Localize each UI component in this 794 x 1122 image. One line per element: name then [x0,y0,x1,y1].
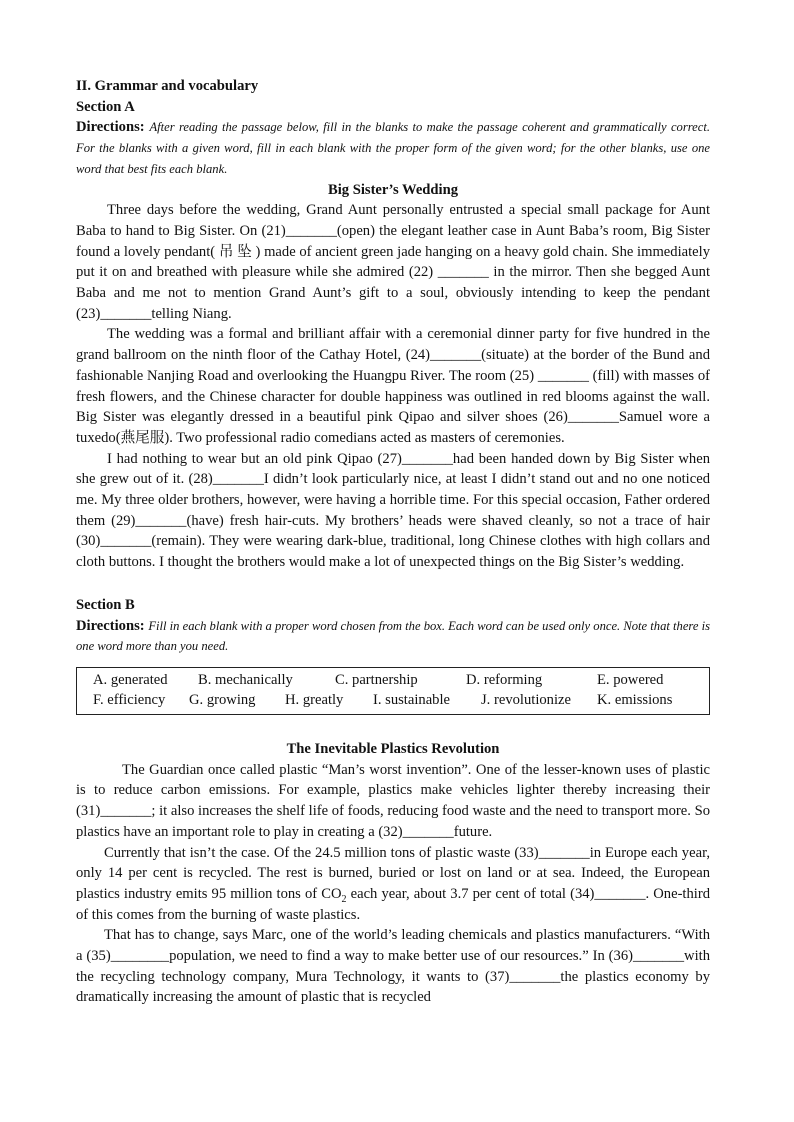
paragraph-text: Currently that isn’t the case. Of the 24.5 million tons of plastic waste (33)_______in Europe each year, only 14 per cent is recycled. The rest is burned, buried or lost on land or at sea. Indeed, the European plastics industry emits 95 million tons of CO [76,844,710,902]
word-box-row [93,670,709,691]
word-option: G. growing [189,692,256,709]
word-box-row [93,690,709,711]
passage-a-title: Big Sister’s Wedding [327,181,458,198]
word-option: B. mechanically [198,671,293,688]
directions-text: Fill in each blank with a proper word chosen from the box. Each word can be used only once. Note that there is one word more than you need. [76,618,711,654]
word-option: F. efficiency [93,692,166,709]
passage-b-paragraph: That has to change, says Marc, one of the world’s leading chemicals and plastics manufacturers. “With a (35)________population, we need to find a way to make better use of our resources.” In (36)_______with the recycling technology company, Mura Technology, it wants to (37)_______the plastics economy by dramatically increasing the amount of plastic that is recycled [76,927,710,1006]
directions-label: Directions: [76,617,145,634]
section-a-heading: Section A [76,98,135,115]
passage-b-title: The Inevitable Plastics Revolution [286,740,500,757]
word-option: H. greatly [285,692,344,709]
passage-b-paragraph [76,843,710,926]
word-option: K. emissions [597,692,673,709]
directions-text: After reading the passage below, fill in the blanks to make the passage coherent and grammatically correct. For the blanks with a given word, fill in each blank with the proper form of the given word; for the other blanks, use one word that best fits each blank. [76,120,711,176]
worksheet-page [76,76,710,1008]
passage-a-paragraph: The wedding was a formal and brilliant affair with a ceremonial dinner party for five hundred in the grand ballroom on the ninth floor of the Cathay Hotel, (24)_______(situate) at the border of the Bund and fashionable Nanjing Road and overlooking the Huangpu River. The room (25) _______ (fill) with masses of fresh flowers, and the Chinese character for double happiness was outlined in red blooms against the wall. Big Sister was elegantly dressed in a beautiful pink Qipao and silver shoes (26)_______Samuel wore a tuxedo(燕尾服). Two professional radio comedians acted as masters of ceremonies. [76,326,710,446]
directions-label: Directions: [76,119,145,136]
word-option: J. revolutionize [481,692,571,709]
section-a-directions [76,117,710,179]
word-option: I. sustainable [373,692,451,709]
word-option: A. generated [93,671,168,688]
section-spacer [76,573,710,595]
passage-b-paragraph: The Guardian once called plastic “Man’s worst invention”. One of the lesser-known uses of plastic is to reduce carbon emissions. For example, plastics make vehicles lighter thereby increasing their (31)_______; it also increases the shelf life of foods, reducing food waste and the need to transport more. So plastics have an important role to play in creating a (32)_______future. [76,761,710,840]
passage-a-paragraph: Three days before the wedding, Grand Aunt personally entrusted a special small package for Aunt Baba to hand to Big Sister. On (21)_______(open) the elegant leather case in Aunt Baba’s room, Big Sister found a lovely pendant( 吊 坠 ) made of ancient green jade hanging on a heavy gold chain. She immediately put it on and breathed with pleasure while she admired (22) _______ in the mirror. Then she begged Aunt Baba and me not to mention Grand Aunt’s gift to a soul, obviously intending to keep the pendant (23)_______telling Niang. [76,202,710,322]
word-option: E. powered [597,671,664,688]
section-b-heading: Section B [76,596,135,613]
word-option: D. reforming [466,671,543,688]
section-heading: II. Grammar and vocabulary [76,78,259,94]
word-option: C. partnership [335,671,418,688]
paragraph-text: each year, about 3.7 per cent of total (34)_______. One-third of this comes from the burning of waste plastics. [76,885,710,923]
section-b-directions [76,616,710,657]
word-box [76,667,710,715]
subscript-two: 2 [341,893,347,905]
passage-a-paragraph: I had nothing to wear but an old pink Qipao (27)_______had been handed down by Big Sister when she grew out of it. (28)_______I didn’t look particularly nice, at least I didn’t stand out and no one noticed me. My three older brothers, however, were having a horrible time. For this special occasion, Father ordered them (29)_______(have) fresh hair-cuts. My brothers’ heads were shaved cleanly, so not a trace of hair (30)_______(remain). They were wearing dark-blue, traditional, long Chinese clothes with high collars and cloth buttons. I thought the brothers would make a lot of unexpected things on the Big Sister’s wedding. [76,450,710,571]
